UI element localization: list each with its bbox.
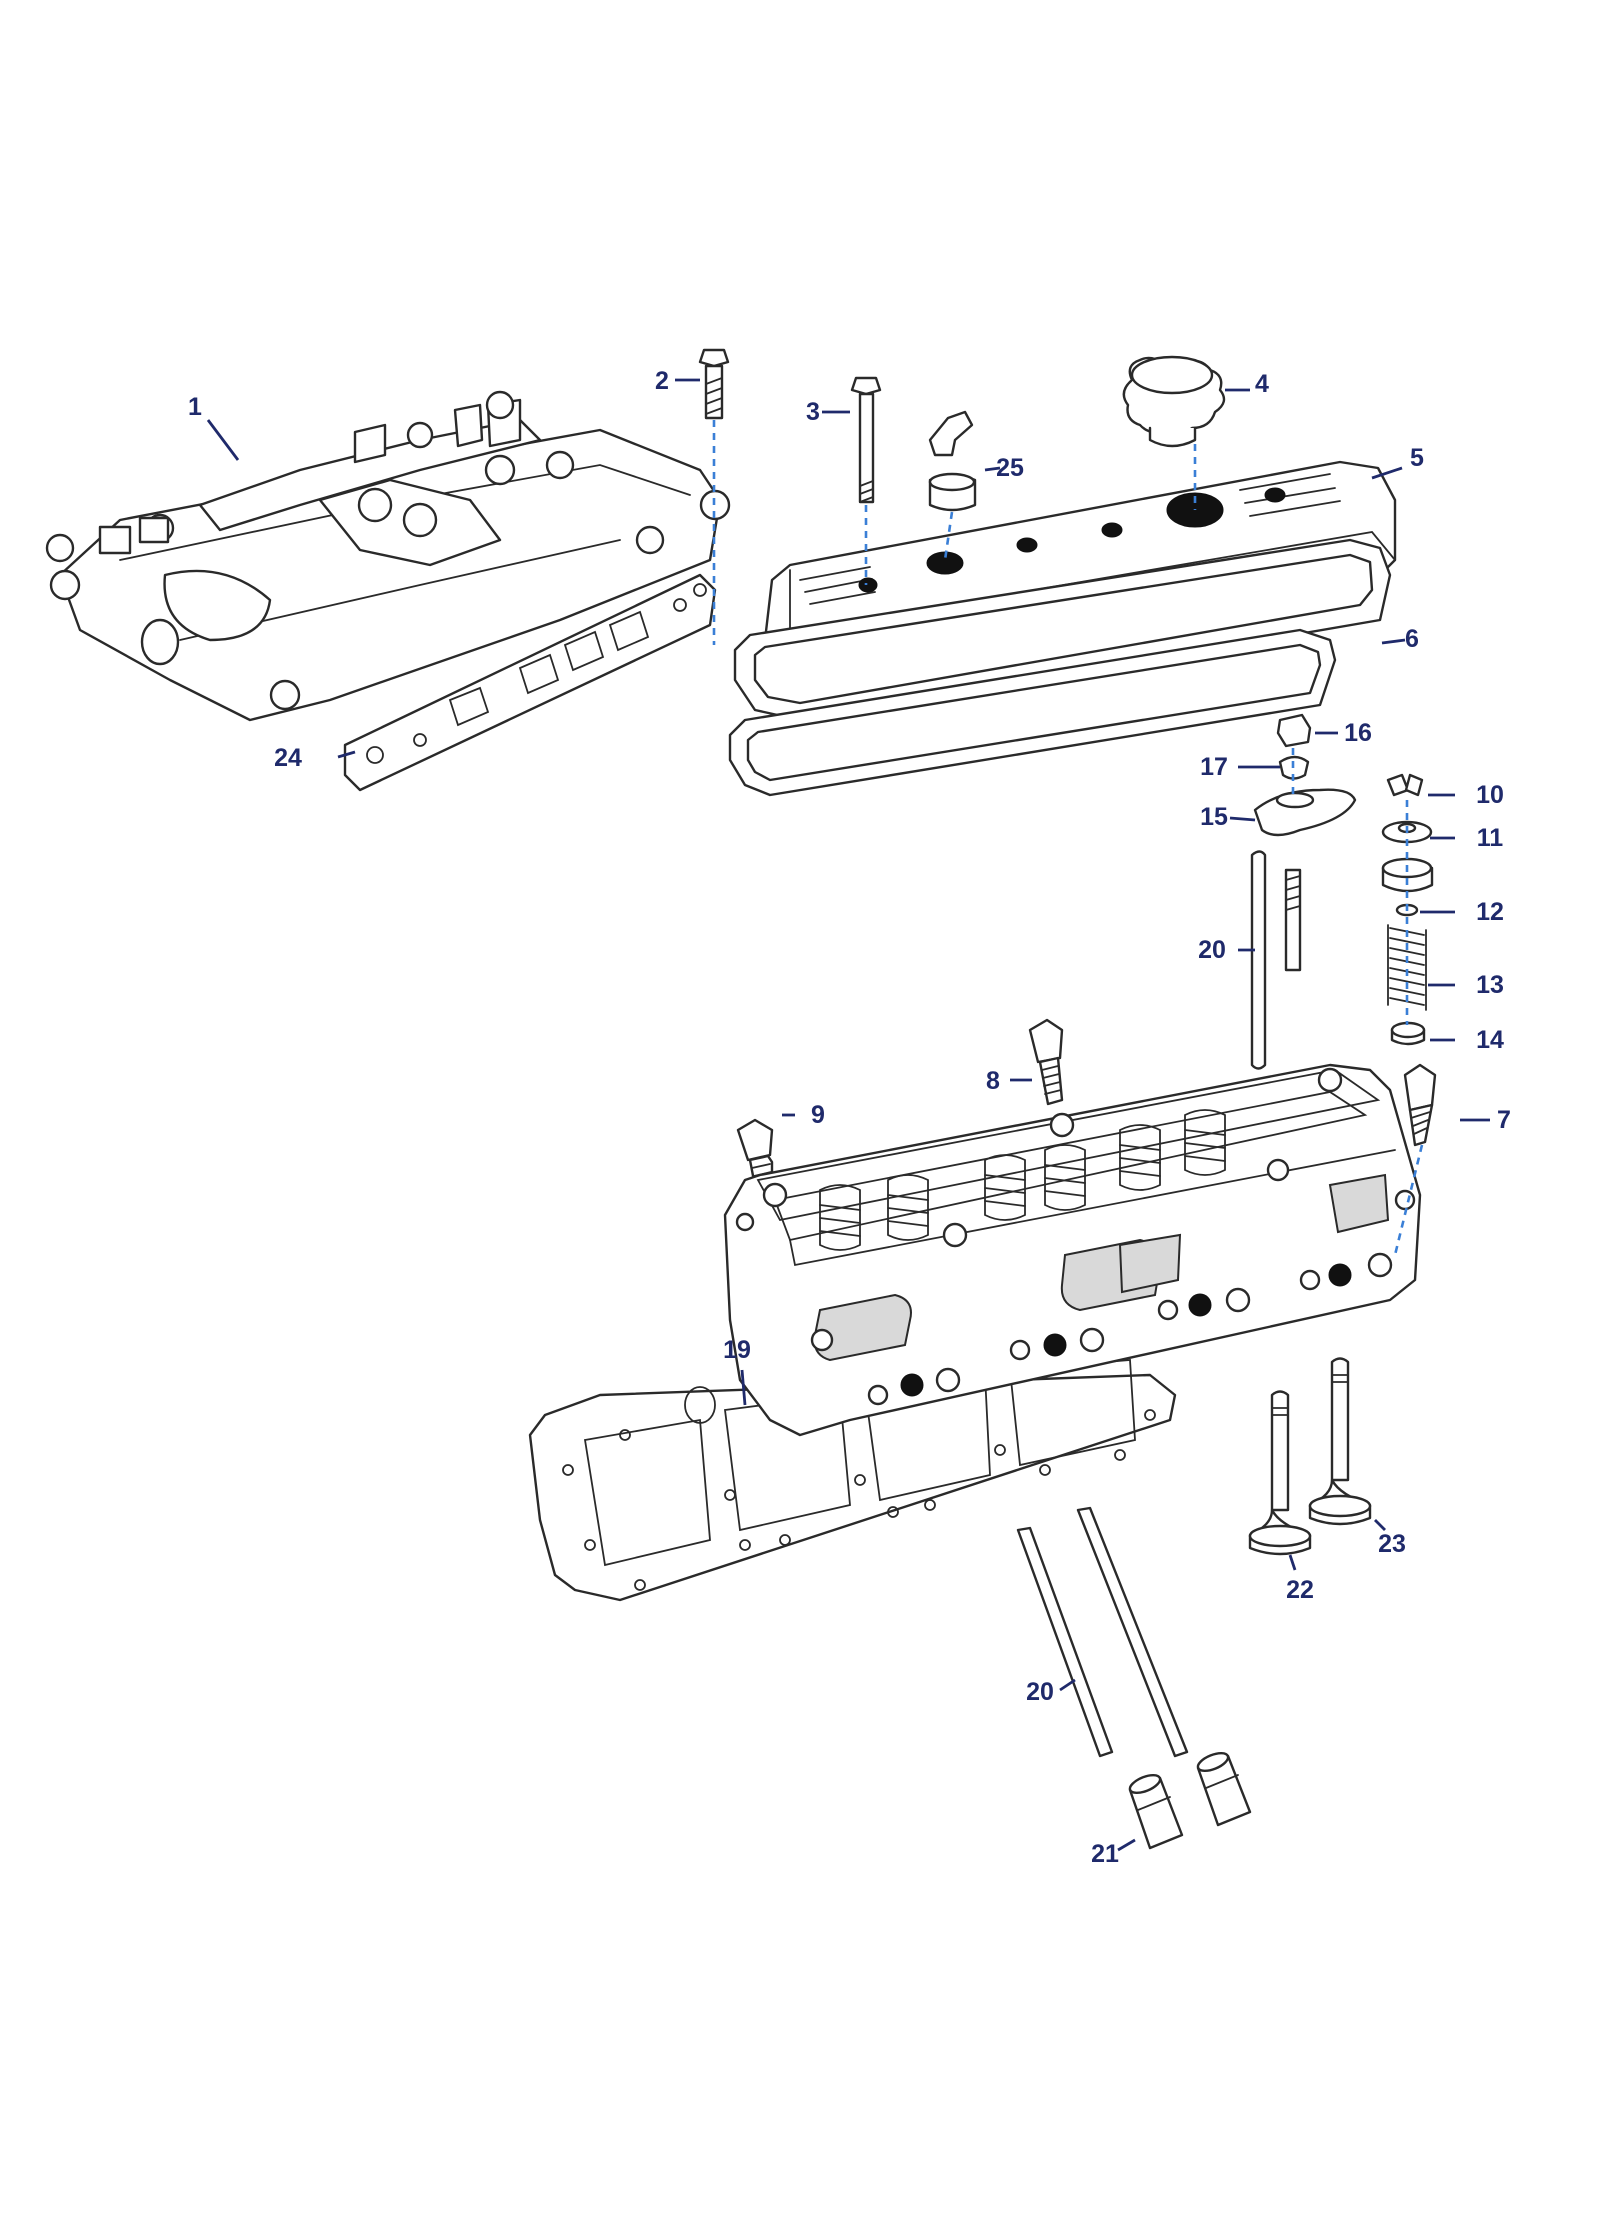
callout-2: 2 bbox=[655, 367, 669, 395]
callout-20-lower: 20 bbox=[1026, 1678, 1054, 1706]
valve-keepers bbox=[1388, 775, 1422, 795]
callout-14: 14 bbox=[1476, 1026, 1504, 1054]
callout-17: 17 bbox=[1200, 753, 1228, 781]
intake-manifold bbox=[47, 392, 729, 720]
callout-23: 23 bbox=[1378, 1530, 1406, 1558]
callout-20-upper: 20 bbox=[1198, 936, 1226, 964]
callout-9: 9 bbox=[811, 1101, 825, 1129]
rocker-arm bbox=[1255, 790, 1355, 835]
pushrod-upper bbox=[1252, 852, 1265, 1069]
callout-16: 16 bbox=[1344, 719, 1372, 747]
callout-15: 15 bbox=[1200, 803, 1228, 831]
head-bolt-8 bbox=[1030, 1020, 1062, 1104]
valve-cover-bolt bbox=[852, 378, 880, 502]
callout-8: 8 bbox=[986, 1067, 1000, 1095]
exhaust-valve bbox=[1310, 1359, 1370, 1525]
callout-11: 11 bbox=[1476, 824, 1504, 852]
manifold-bolt bbox=[700, 350, 728, 418]
pcv-elbow-and-grommet bbox=[930, 412, 975, 510]
rocker-nut bbox=[1278, 715, 1310, 746]
valve-seal bbox=[1383, 859, 1432, 891]
callout-3: 3 bbox=[806, 398, 820, 426]
spring-shim bbox=[1392, 1023, 1424, 1044]
hydraulic-lifters bbox=[1128, 1750, 1250, 1848]
callout-13: 13 bbox=[1476, 971, 1504, 999]
intake-valve bbox=[1250, 1392, 1310, 1555]
head-bolt-7 bbox=[1405, 1065, 1435, 1145]
callout-24: 24 bbox=[274, 744, 302, 772]
callout-25: 25 bbox=[996, 454, 1024, 482]
callout-21: 21 bbox=[1091, 1840, 1119, 1868]
callout-5: 5 bbox=[1410, 444, 1424, 472]
callout-22: 22 bbox=[1286, 1576, 1314, 1604]
oil-filler-cap bbox=[1124, 357, 1224, 446]
callout-1: 1 bbox=[188, 393, 202, 421]
callout-7: 7 bbox=[1497, 1106, 1511, 1134]
callout-19: 19 bbox=[723, 1336, 751, 1364]
callout-10: 10 bbox=[1476, 781, 1504, 809]
rocker-stud bbox=[1286, 870, 1300, 970]
callout-12: 12 bbox=[1476, 898, 1504, 926]
callout-6: 6 bbox=[1405, 625, 1419, 653]
pushrods-lower bbox=[1018, 1508, 1187, 1756]
callout-4: 4 bbox=[1255, 370, 1269, 398]
